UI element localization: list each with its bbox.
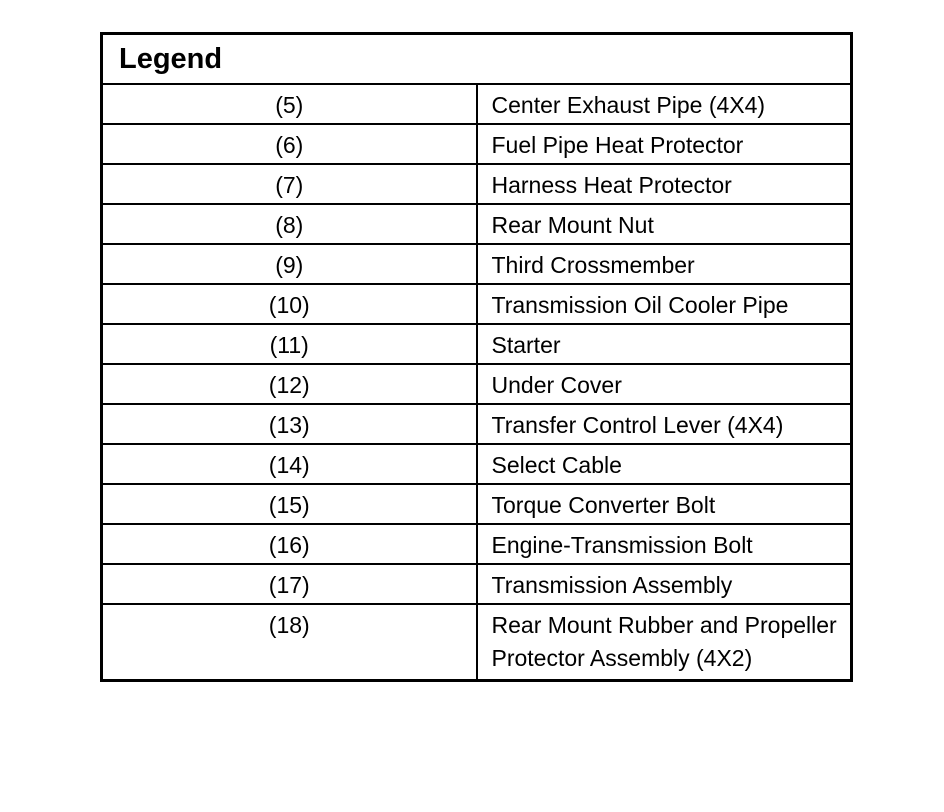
table-row bbox=[102, 84, 852, 124]
table-row bbox=[102, 604, 852, 680]
table-row bbox=[102, 244, 852, 284]
item-description: Third Crossmember bbox=[477, 244, 852, 284]
item-number: (14) bbox=[102, 444, 477, 484]
item-number: (6) bbox=[102, 124, 477, 164]
item-description: Transfer Control Lever (4X4) bbox=[477, 404, 852, 444]
table-row bbox=[102, 564, 852, 604]
item-description: Center Exhaust Pipe (4X4) bbox=[477, 84, 852, 124]
item-number: (9) bbox=[102, 244, 477, 284]
table-row bbox=[102, 484, 852, 524]
table-row bbox=[102, 444, 852, 484]
item-description: Transmission Oil Cooler Pipe bbox=[477, 284, 852, 324]
item-description: Transmission Assembly bbox=[477, 564, 852, 604]
item-number: (15) bbox=[102, 484, 477, 524]
item-description: Torque Converter Bolt bbox=[477, 484, 852, 524]
item-number: (17) bbox=[102, 564, 477, 604]
item-description: Engine-Transmission Bolt bbox=[477, 524, 852, 564]
item-number: (16) bbox=[102, 524, 477, 564]
item-number: (11) bbox=[102, 324, 477, 364]
item-description: Harness Heat Protector bbox=[477, 164, 852, 204]
item-number: (12) bbox=[102, 364, 477, 404]
table-row bbox=[102, 164, 852, 204]
item-number: (18) bbox=[102, 604, 477, 680]
item-description: Select Cable bbox=[477, 444, 852, 484]
table-row bbox=[102, 204, 852, 244]
item-description: Rear Mount Nut bbox=[477, 204, 852, 244]
table-row bbox=[102, 284, 852, 324]
table-row bbox=[102, 524, 852, 564]
legend-header-row bbox=[102, 34, 852, 85]
item-number: (13) bbox=[102, 404, 477, 444]
table-row bbox=[102, 364, 852, 404]
table-row bbox=[102, 404, 852, 444]
item-description: Rear Mount Rubber and Propeller Protector Assembly (4X2) bbox=[477, 604, 852, 680]
table-row bbox=[102, 124, 852, 164]
legend-title: Legend bbox=[102, 34, 852, 85]
item-number: (8) bbox=[102, 204, 477, 244]
item-description: Under Cover bbox=[477, 364, 852, 404]
item-number: (7) bbox=[102, 164, 477, 204]
table-row bbox=[102, 324, 852, 364]
item-number: (10) bbox=[102, 284, 477, 324]
item-number: (5) bbox=[102, 84, 477, 124]
item-description: Fuel Pipe Heat Protector bbox=[477, 124, 852, 164]
item-description: Starter bbox=[477, 324, 852, 364]
legend-table bbox=[100, 32, 853, 682]
